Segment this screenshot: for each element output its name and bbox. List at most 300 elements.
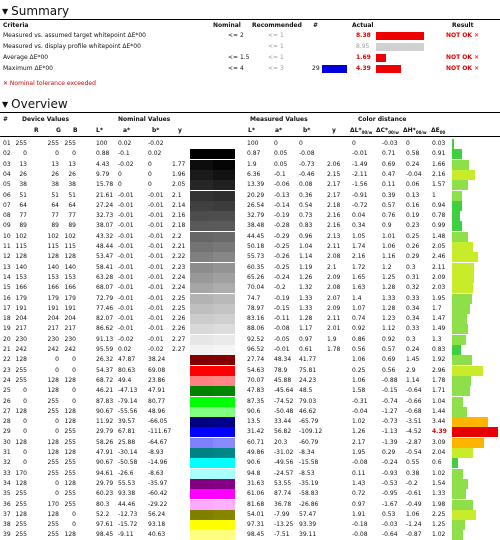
- delta-e-bar: [452, 386, 470, 396]
- mb-cell: 48.5: [299, 387, 313, 395]
- b-cell: 179: [64, 294, 76, 302]
- de-cell: 3.09: [432, 438, 446, 446]
- nominal-swatch: [190, 500, 213, 510]
- a-cell: -50.58: [118, 459, 138, 467]
- r-cell: 242: [15, 346, 27, 353]
- measured-swatch: [213, 263, 235, 273]
- de-cell: 2.11: [432, 263, 446, 271]
- col-g: G: [56, 127, 61, 134]
- g-cell: 255: [47, 140, 59, 147]
- delta-e-bar: [452, 263, 474, 273]
- r-cell: 255: [15, 521, 27, 529]
- mb-cell: 79.03: [299, 397, 317, 405]
- num-cell: 23: [3, 366, 11, 374]
- g-cell: 0: [55, 418, 59, 426]
- actual-cell: 1.69: [356, 54, 371, 61]
- g-cell: 51: [51, 191, 59, 199]
- g-cell: 255: [47, 459, 59, 467]
- ml-cell: 96.52: [247, 346, 265, 353]
- mb-cell: 1.04: [299, 243, 313, 250]
- actual-bar: [376, 65, 401, 73]
- g-cell: 153: [47, 273, 59, 281]
- actual-cell: 8.38: [356, 32, 371, 39]
- ma-cell: 53.55: [274, 479, 292, 487]
- b-cell: 255: [64, 490, 76, 498]
- mb-cell: 93.39: [299, 521, 317, 529]
- table-row: [0, 139, 500, 149]
- ma-cell: -0.25: [274, 243, 290, 250]
- dl-cell: 0.86: [352, 335, 366, 343]
- ma-cell: -24.57: [274, 469, 294, 477]
- g-cell: 128: [47, 253, 59, 261]
- r-cell: 13: [19, 160, 27, 168]
- dc-cell: 1.01: [382, 232, 396, 240]
- l-cell: 9.79: [96, 170, 110, 178]
- dc-cell: -0.88: [382, 376, 398, 384]
- ml-cell: 38.48: [247, 222, 265, 230]
- b-cell: 89: [68, 222, 76, 230]
- table-row: [0, 273, 500, 283]
- de-cell: 2.03: [432, 284, 446, 292]
- collapse-triangle-icon[interactable]: ▼: [2, 100, 9, 109]
- dl-cell: 1.06: [352, 376, 366, 384]
- my-cell: 1.9: [327, 335, 337, 343]
- ml-cell: 70.07: [247, 376, 265, 384]
- de-cell: 0.94: [432, 201, 446, 209]
- my-cell: 2.16: [327, 222, 341, 230]
- r-cell: 38: [19, 181, 27, 189]
- dh-cell: 0.25: [406, 232, 420, 240]
- ml-cell: 50.18: [247, 243, 265, 250]
- measured-swatch: [213, 149, 235, 159]
- nominal-swatch: [190, 324, 213, 334]
- de-cell: 1.95: [432, 294, 446, 302]
- dh-cell: 0.06: [406, 181, 420, 189]
- dl-cell: 0: [352, 140, 356, 147]
- ma-cell: -0.28: [274, 222, 290, 230]
- de-cell: 1.04: [432, 397, 446, 405]
- a-cell: -0.01: [118, 325, 134, 333]
- ma-cell: 48.34: [274, 356, 292, 364]
- r-cell: 0: [23, 397, 27, 405]
- nominal-swatch: [190, 211, 213, 221]
- ml-cell: 44.45: [247, 232, 265, 240]
- ma-cell: -74.52: [274, 397, 294, 405]
- dh-cell: 0.13: [406, 191, 420, 199]
- ma-cell: 0: [274, 140, 278, 147]
- num-cell: 30: [3, 438, 11, 446]
- dh-cell: -0.2: [406, 479, 418, 487]
- measured-swatch: [213, 211, 235, 221]
- nominal-swatch: [190, 345, 213, 355]
- l-cell: 68.72: [96, 376, 114, 384]
- ma-cell: -13.25: [274, 521, 294, 529]
- l-cell: 90.67: [96, 459, 114, 467]
- de-cell: 2.05: [432, 243, 446, 250]
- b-cell: 255: [64, 428, 76, 436]
- bstar-cell: 0: [148, 160, 152, 168]
- dc-cell: 1.28: [382, 284, 396, 292]
- de-cell: 1.3: [432, 335, 442, 343]
- bstar-cell: -0.01: [148, 201, 164, 209]
- col-b: B: [73, 127, 78, 134]
- num-cell: 26: [3, 397, 11, 405]
- nominal-swatch: [190, 489, 213, 499]
- dh-cell: 2.9: [406, 366, 416, 374]
- b-cell: 128: [64, 418, 76, 426]
- a-cell: -0.01: [118, 191, 134, 199]
- ma-cell: -0.1: [274, 170, 286, 178]
- tolerance-note: ✕ Nominal tolerance exceeded: [3, 80, 96, 87]
- ma-cell: -0.11: [274, 315, 290, 323]
- bstar-cell: -29.22: [148, 500, 168, 508]
- ma-cell: -0.08: [274, 325, 290, 333]
- recommended-cell: <= 1: [268, 54, 284, 61]
- dh-cell: 0.29: [406, 253, 420, 261]
- b-cell: 128: [64, 376, 76, 384]
- dh-cell: 1.06: [406, 510, 420, 518]
- delta-e-bar: [452, 211, 460, 221]
- delta-e-bar: [452, 232, 468, 242]
- measured-swatch: [213, 376, 235, 386]
- bstar-cell: -8.63: [148, 469, 164, 477]
- y-cell: 2.25: [172, 294, 186, 302]
- de-cell: 1.47: [432, 315, 446, 323]
- table-row: [0, 283, 500, 293]
- col-r: R: [34, 127, 39, 134]
- mb-cell: -26.86: [299, 500, 319, 508]
- l-cell: 100: [96, 140, 108, 147]
- dc-cell: 0.57: [382, 346, 396, 353]
- num-cell: 19: [3, 325, 11, 333]
- mb-cell: 1.33: [299, 304, 313, 312]
- table-row: [0, 376, 500, 386]
- table-row: [0, 510, 500, 520]
- r-cell: 166: [15, 284, 27, 292]
- mb-cell: 1.32: [299, 284, 313, 292]
- ma-cell: 20.3: [274, 438, 288, 446]
- b-cell: 128: [64, 407, 76, 415]
- delta-e-bar: [452, 438, 484, 448]
- num-cell: 05: [3, 181, 11, 189]
- dl-cell: 1.91: [352, 510, 366, 518]
- mb-cell: 0.54: [299, 201, 313, 209]
- g-cell: 0: [55, 356, 59, 364]
- hash-cell: 29: [312, 65, 320, 72]
- nominal-swatch: [190, 469, 213, 479]
- l-cell: 82.07: [96, 315, 114, 323]
- l-cell: 77.46: [96, 304, 114, 312]
- criteria-cell: Measured vs. display profile whitepoint ΔE*00: [3, 43, 141, 50]
- a-cell: -0.01: [118, 232, 134, 240]
- criteria-cell: Maximum ΔE*00: [3, 65, 54, 72]
- b-cell: 217: [64, 325, 76, 333]
- table-row: [0, 355, 500, 365]
- dc-cell: 1.16: [382, 253, 396, 261]
- dc-cell: -0.74: [382, 397, 398, 405]
- a-cell: -0.01: [118, 263, 134, 271]
- l-cell: 46.21: [96, 387, 114, 395]
- de-cell: 1.57: [432, 181, 446, 189]
- mb-cell: 46.62: [299, 407, 317, 415]
- bstar-cell: 48.96: [148, 407, 166, 415]
- dh-cell: -0.54: [406, 449, 422, 456]
- divider: [0, 136, 500, 137]
- ma-cell: -0.26: [274, 253, 290, 261]
- col-mb: b*: [303, 127, 311, 134]
- criteria-cell: Average ΔE*00: [3, 54, 49, 61]
- de-cell: 2.09: [432, 273, 446, 281]
- g-cell: 0: [55, 428, 59, 436]
- table-row: [0, 489, 500, 499]
- measured-swatch: [213, 510, 235, 520]
- mb-cell: 75.81: [299, 366, 317, 374]
- measured-swatch: [213, 180, 235, 190]
- bstar-cell: -0.01: [148, 273, 164, 281]
- y-cell: 2.26: [172, 315, 186, 323]
- mb-cell: 1.33: [299, 294, 313, 302]
- ml-cell: 88.06: [247, 325, 265, 333]
- measured-swatch: [213, 500, 235, 510]
- dh-cell: -1.24: [406, 521, 422, 529]
- mb-cell: -8.53: [299, 469, 315, 477]
- dl-cell: 0.97: [352, 500, 366, 508]
- ma-cell: -7.99: [274, 510, 290, 518]
- ml-cell: 54.01: [247, 510, 265, 518]
- bstar-cell: 80.77: [148, 397, 166, 405]
- nominal-swatch: [190, 139, 213, 149]
- nominal-swatch: [190, 221, 213, 231]
- b-cell: 140: [64, 263, 76, 271]
- a-cell: -0.01: [118, 201, 134, 209]
- bstar-cell: 40.63: [148, 531, 166, 539]
- dl-cell: 1.65: [352, 273, 366, 281]
- nominal-swatch: [190, 458, 213, 468]
- nominal-swatch: [190, 386, 213, 396]
- dl-cell: 1.72: [352, 263, 366, 271]
- dl-cell: -0.18: [352, 521, 368, 529]
- nominal-swatch: [190, 232, 213, 242]
- bstar-cell: -111.67: [148, 428, 172, 436]
- col-my: y: [332, 127, 336, 134]
- dh-cell: 0.24: [406, 160, 420, 168]
- table-row: [0, 500, 500, 510]
- dc-cell: 0.39: [382, 191, 396, 199]
- a-cell: -0.01: [118, 273, 134, 281]
- a-cell: -0.1: [118, 150, 130, 158]
- num-cell: 04: [3, 170, 11, 178]
- dl-cell: 1.02: [352, 418, 366, 426]
- my-cell: 2.17: [327, 181, 341, 189]
- mb-cell: -60.79: [299, 438, 319, 446]
- table-row: [0, 530, 500, 540]
- num-cell: 06: [3, 191, 11, 199]
- r-cell: 191: [15, 304, 27, 312]
- ma-cell: -0.19: [274, 294, 290, 302]
- r-cell: 255: [15, 366, 27, 374]
- b-cell: 0: [72, 510, 76, 518]
- l-cell: 91.13: [96, 335, 114, 343]
- g-cell: 102: [47, 232, 59, 240]
- a-cell: -30.14: [118, 449, 138, 456]
- dh-cell: 0.3: [406, 335, 416, 343]
- a-cell: -55.56: [118, 407, 138, 415]
- a-cell: -47.13: [118, 387, 138, 395]
- r-cell: 51: [19, 191, 27, 199]
- delta-e-bar: [452, 366, 483, 376]
- b-cell: 38: [68, 181, 76, 189]
- num-cell: 01: [3, 140, 11, 147]
- ml-cell: 0.87: [247, 150, 261, 158]
- dl-cell: -0.08: [352, 531, 368, 539]
- ma-cell: -0.01: [274, 346, 290, 353]
- r-cell: 26: [19, 170, 27, 178]
- num-cell: 10: [3, 232, 11, 240]
- l-cell: 32.73: [96, 212, 114, 220]
- num-cell: 13: [3, 263, 11, 271]
- a-cell: 0.02: [118, 140, 132, 147]
- table-row: [0, 170, 500, 180]
- measured-swatch: [213, 324, 235, 334]
- num-cell: 39: [3, 531, 11, 539]
- de-cell: 1.54: [432, 479, 446, 487]
- l-cell: 60.23: [96, 490, 114, 498]
- mb-cell: -15.58: [299, 459, 319, 467]
- collapse-triangle-icon[interactable]: ▼: [2, 7, 9, 16]
- mb-cell: -109.12: [299, 428, 323, 436]
- mb-cell: 1.26: [299, 273, 313, 281]
- r-cell: 128: [15, 253, 27, 261]
- l-cell: 68.07: [96, 284, 114, 292]
- num-cell: 28: [3, 418, 11, 426]
- delta-e-bar: [452, 500, 473, 510]
- b-cell: 0: [72, 397, 76, 405]
- overview-heading[interactable]: ▼ Overview: [2, 97, 68, 111]
- ma-cell: -0.29: [274, 232, 290, 240]
- measured-swatch: [213, 314, 235, 324]
- dc-cell: 0.56: [382, 366, 396, 374]
- r-cell: 255: [15, 140, 27, 147]
- num-cell: 31: [3, 449, 11, 456]
- dl-cell: 1.05: [352, 232, 366, 240]
- a-cell: -79.14: [118, 397, 138, 405]
- my-cell: 2.08: [327, 284, 341, 292]
- y-cell: 2.21: [172, 243, 186, 250]
- a-cell: 0: [118, 181, 122, 189]
- r-cell: 255: [15, 500, 27, 508]
- delta-e-bar: [452, 294, 472, 304]
- de-cell: 1.02: [432, 531, 446, 539]
- table-row: [0, 294, 500, 304]
- ma-cell: 78.9: [274, 366, 288, 374]
- my-cell: 2.09: [327, 273, 341, 281]
- bstar-cell: 93.18: [148, 521, 166, 529]
- dl-cell: 0.92: [352, 325, 366, 333]
- a-cell: -15.72: [118, 521, 138, 529]
- nominal-swatch: [190, 376, 213, 386]
- dc-cell: 1.06: [382, 243, 396, 250]
- ma-cell: -0.2: [274, 284, 286, 292]
- table-row: [0, 191, 500, 201]
- ma-cell: -0.14: [274, 201, 290, 209]
- mb-cell: -0.73: [299, 160, 315, 168]
- ml-cell: 87.35: [247, 397, 265, 405]
- dc-cell: -1.13: [382, 428, 398, 436]
- delta-e-bar: [452, 458, 458, 468]
- ma-cell: -0.25: [274, 263, 290, 271]
- dl-cell: 0.11: [352, 469, 366, 477]
- dh-cell: -0.64: [406, 387, 422, 395]
- delta-e-bar: [452, 304, 470, 314]
- hash-header: #: [313, 22, 319, 29]
- l-cell: 58.41: [96, 263, 114, 271]
- de-cell: 3.44: [432, 418, 446, 426]
- my-cell: 2.11: [327, 243, 341, 250]
- l-cell: 29.79: [96, 479, 114, 487]
- delta-e-bar: [452, 427, 498, 437]
- r-cell: 179: [15, 294, 27, 302]
- result-header: Result: [452, 22, 474, 29]
- l-cell: 21.61: [96, 191, 114, 199]
- nominal-swatch: [190, 530, 213, 540]
- table-row: [0, 324, 500, 334]
- g-cell: 77: [51, 212, 59, 220]
- de-cell: 1.66: [432, 160, 446, 168]
- de-cell: 2.46: [432, 253, 446, 261]
- result-cell: NOT OK ✕: [446, 54, 480, 61]
- de-cell: 1.33: [432, 490, 446, 498]
- dh-cell: -0.68: [406, 407, 422, 415]
- summary-heading[interactable]: ▼ Summary: [2, 4, 70, 18]
- dc-cell: 0.9: [382, 222, 392, 230]
- dh-cell: 0.55: [406, 459, 420, 467]
- mb-cell: 0.96: [299, 232, 313, 240]
- dc-cell: 0.53: [382, 510, 396, 518]
- divider: [0, 112, 500, 113]
- table-row: [0, 160, 500, 170]
- measured-swatch: [213, 273, 235, 283]
- a-cell: 93.38: [118, 490, 136, 498]
- g-cell: 0: [55, 479, 59, 487]
- l-cell: 27.24: [96, 201, 114, 209]
- de-cell: 1.98: [432, 500, 446, 508]
- dh-cell: -0.61: [406, 490, 422, 498]
- a-cell: 44.46: [118, 500, 136, 508]
- dc-cell: -0.73: [382, 418, 398, 426]
- table-row: [0, 417, 500, 427]
- bstar-cell: 47.91: [148, 387, 166, 395]
- de-cell: 2.96: [432, 366, 446, 374]
- bstar-cell: -0.02: [148, 346, 164, 353]
- dc-cell: -0.53: [382, 479, 398, 487]
- delta-e-bar: [452, 469, 463, 479]
- dc-cell: -0.64: [382, 531, 398, 539]
- b-cell: 128: [64, 449, 76, 456]
- dl-cell: 0.56: [352, 346, 366, 353]
- recommended-cell: <= 1: [268, 43, 284, 50]
- my-cell: 2.07: [327, 294, 341, 302]
- r-cell: 128: [15, 438, 27, 446]
- dh-cell: 0.26: [406, 243, 420, 250]
- b-cell: 0: [72, 150, 76, 158]
- actual-cell: 8.95: [356, 43, 370, 50]
- measured-swatch: [213, 232, 235, 242]
- l-cell: 29.79: [96, 428, 114, 436]
- de-cell: 2.25: [432, 510, 446, 518]
- ml-cell: 100: [247, 140, 259, 147]
- measured-swatch: [213, 489, 235, 499]
- measured-swatch: [213, 438, 235, 448]
